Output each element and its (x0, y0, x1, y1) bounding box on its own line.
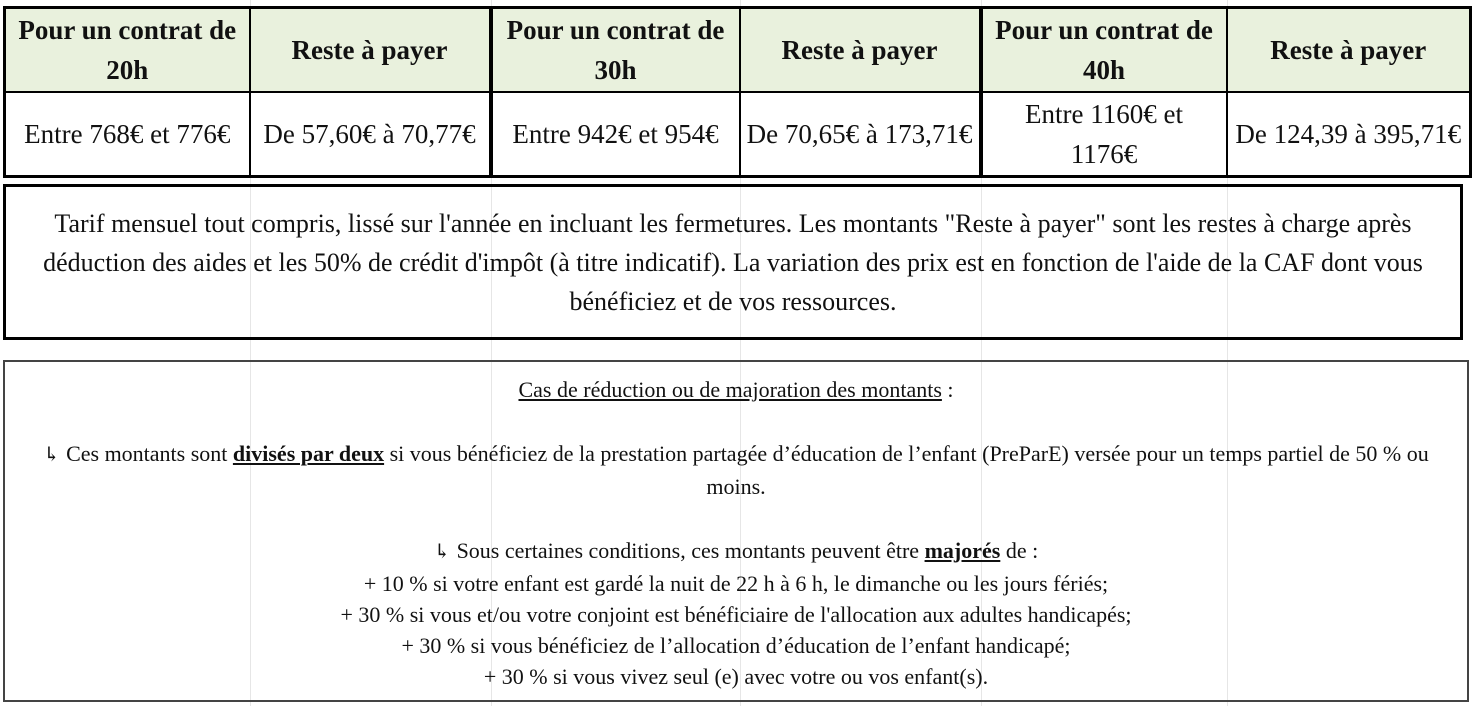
increase-item: + 30 % si vous et/ou votre conjoint est bénéficiaire de l'allocation aux adultes handicapés; (340, 602, 1132, 627)
cases-title-line (35, 374, 1437, 405)
half-rule-before: Ces montants sont (66, 441, 233, 466)
header-contrat-20h[interactable]: Pour un contrat de 20h (5, 8, 250, 93)
cell-tarif-40h[interactable]: Entre 1160€ et 1176€ (981, 92, 1227, 177)
cases-title-suffix: : (941, 377, 954, 402)
half-rule-after: si vous bénéficiez de la prestation partagée d’éducation de l’enfant (PreParE) versée pour un temps partiel de 50 % ou moins. (384, 441, 1429, 499)
cell-tarif-30h[interactable]: Entre 942€ et 954€ (491, 92, 740, 177)
half-rule-emphasis: divisés par deux (232, 441, 385, 466)
tarif-note-box[interactable] (3, 184, 1463, 340)
table-header-row (5, 8, 1471, 93)
half-rule-paragraph (35, 438, 1437, 502)
arrow-icon: ↳ (43, 444, 61, 466)
increase-before: Sous certaines conditions, ces montants peuvent être (456, 538, 925, 563)
tarif-note-text: Tarif mensuel tout compris, lissé sur l'année en incluant les fermetures. Les montants "Reste à payer" sont les restes à charge après déduction des aides et les 50% de crédit d'impôt (à titre indicatif). La variation des prix est en fonction de l'aide de la CAF dont vous bénéficiez et de vos ressources. (43, 208, 1423, 316)
header-reste-30h[interactable]: Reste à payer (740, 8, 981, 93)
increase-emphasis: majorés (924, 538, 1001, 563)
increase-item: + 10 % si votre enfant est gardé la nuit de 22 h à 6 h, le dimanche ou les jours fériés; (363, 571, 1109, 596)
cases-box[interactable] (3, 360, 1469, 702)
header-reste-40h[interactable]: Reste à payer (1227, 8, 1471, 93)
increase-after: de : (1000, 538, 1039, 563)
header-contrat-40h[interactable]: Pour un contrat de 40h (981, 8, 1227, 93)
tarifs-table (3, 6, 1472, 178)
cell-reste-20h[interactable]: De 57,60€ à 70,77€ (250, 92, 491, 177)
cell-reste-30h[interactable]: De 70,65€ à 173,71€ (740, 92, 981, 177)
arrow-icon: ↳ (433, 541, 451, 563)
increase-intro (35, 535, 1437, 568)
cell-reste-40h[interactable]: De 124,39 à 395,71€ (1227, 92, 1471, 177)
header-contrat-30h[interactable]: Pour un contrat de 30h (491, 8, 740, 93)
cases-title: Cas de réduction ou de majoration des montants (518, 377, 942, 402)
cell-tarif-20h[interactable]: Entre 768€ et 776€ (5, 92, 250, 177)
table-row (5, 92, 1471, 177)
header-reste-20h[interactable]: Reste à payer (250, 8, 491, 93)
increase-item: + 30 % si vous vivez seul (e) avec votre ou vos enfant(s). (483, 664, 989, 689)
increase-item: + 30 % si vous bénéficiez de l’allocation d’éducation de l’enfant handicapé; (401, 633, 1071, 658)
